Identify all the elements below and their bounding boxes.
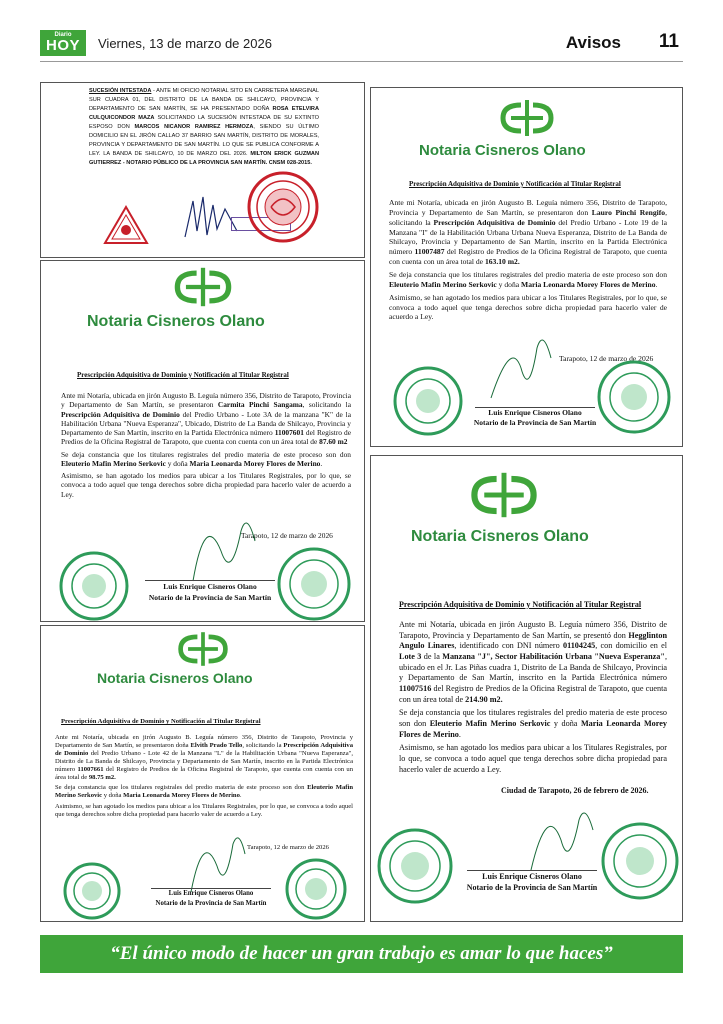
signature-line [467,870,597,871]
signature-scribble-icon [181,822,251,898]
notaria-name: Notaria Cisneros Olano [419,142,586,159]
text: , identificado con DNI número [454,641,563,651]
notary-notice-b [40,260,365,622]
applicant-name: Carmita Pinchi Sangama [217,400,303,410]
text: Se deja constancia que los titulares registrales del predio materia de este proceso son don [55,784,308,792]
notary-round-seal-icon [59,551,129,621]
applicant-name: Lauro Pinchi Rengifo [591,207,666,217]
notice-body [399,620,667,778]
text: , solicitando la [389,207,667,227]
partida-number: 11007516 [399,683,432,693]
text: y doña [496,279,522,289]
notice-date: Tarapoto, 12 de marzo de 2026 [241,531,333,540]
notary-notice-c [370,455,683,922]
notaria-name: Notaria Cisneros Olano [87,313,265,330]
text: de la [421,651,443,661]
applicant-name: Hegglinton Angulo Linares [399,630,667,651]
notary-triangle-stamp-icon [103,205,149,247]
notary-signature-text: MILTON ERICK GUZMAN GUTIERREZ - NOTARIO PÚBLICO DE LA PROVINCIA SAN MARTÍN. CNSM 028-2015. [89,151,319,167]
text: del Predio Urbano - Lote 3A de la manzana "K" de la Habilitación Urbana "Nueva Esperanza", Ubicado, Distrito de La Banda de Shilcayo, Provincia y Departamento de San Martín, inscrito en la Partida Electrónica número [61,409,351,437]
signature-line [151,888,271,889]
text: del Registro de Predios de la Oficina Registral de Tarapoto, que cuenta con cuenta con un área total de [389,247,667,267]
text: doña [175,741,191,749]
area-value: 163.10 m2. [484,257,520,267]
text: Se deja constancia que los titulares registrales del predio materia de este proceso son don [399,708,667,728]
notary-round-seal-icon [393,366,463,436]
text: , con domicilio en el [595,641,668,651]
deceased-name: MARCOS NICANOR RAMIREZ HERMOZA [134,124,254,131]
notary-round-seal-icon [63,862,121,920]
manzana: Manzana "J", Sector Habilitación Urbana "Nueva Esperanza" [442,651,665,661]
lote: Lote 3 [399,651,422,661]
text: del Registro de Predios de la Oficina Registral de Tarapoto, que cuenta con un área total de [399,683,667,704]
notice-paragraph [61,450,351,469]
text: Ante mi Notaría, ubicada en jirón Augusto B. Leguía número 356, Distrito de Tarapoto, Provincia y Departamento de San Martín, se presentaron [61,391,351,410]
area-value: 214.90 m2. [465,694,503,704]
notice-paragraph [389,198,667,267]
signature-line [145,580,275,581]
owner-name: Eleuterio Mafin Merino Serkovic [61,458,166,468]
signature-scribble-icon [481,328,561,408]
succession-text [89,87,319,168]
notary-round-seal-icon [377,828,453,904]
notice-body [55,734,353,822]
notice-paragraph: Asimismo, se han agotado los medios para ubicar a los Titulares Registrales, por lo que, se convoca a todo aquel que tenga derechos sobre dicha propiedad para hacerlo valer de acuerdo a Ley. [55,803,353,819]
logo-top-text: Diario [54,32,72,38]
partida-number: 11007487 [414,247,445,257]
notice-body [61,391,351,502]
text: del Predio Urbano - Lote 42 de la Manzana "L" de la Habilitación Urbana "Nueva Esperanza", Distrito de La Banda de Shilcayo, Provincia y Departamento de San Martín, inscrito en la Partida Electrónica número [55,749,353,773]
notice-paragraph [389,270,667,290]
logo-main-text: HOY [45,37,80,54]
text: . [239,792,242,800]
text: del Registro de Predios de la Oficina Registral de Tarapoto, que cuenta con cuenta con un área total de [61,428,352,447]
page-header [40,28,683,62]
owner-name: Eleuterio Mafin Merino Serkovic [55,784,353,800]
owner-name: Maria Leonarda Morey Flores de Merino [399,718,667,739]
signer-name: Luis Enrique Cisneros Olano [488,408,582,417]
notaria-logo-icon [175,632,231,666]
signer-name: Luis Enrique Cisneros Olano [482,872,582,881]
footer-quote: “El único modo de hacer un gran trabajo es amar lo que haces” [40,935,683,973]
issue-date: Viernes, 13 de marzo de 2026 [98,36,272,51]
text: . [320,458,323,468]
notice-paragraph: Asimismo, se han agotado los medios para ubicar a los Titulares Registrales, por lo que, se convoca a todo aquel que tenga derechos sobre dicha propiedad para hacerlo valer de acuerdo a Ley. [389,292,667,322]
dni-number: 01104245 [562,641,596,651]
text: . [655,279,658,289]
notice-date: Tarapoto, 12 de marzo de 2026 [559,354,654,363]
text: y doña [165,458,190,468]
signer-title: Notario de la Provincia de San Martín [148,593,272,602]
text: . [458,729,461,739]
notice-date: Ciudad de Tarapoto, 26 de febrero de 2026. [501,786,649,795]
text: Prescripción Adquisitiva de Dominio [55,741,353,757]
succession-text-part: , SIENDO SU ÚLTIMO DOMICILIO EN EL JIRÓN CALLAO 37 BARRIO SAN MARTÍN, DISTRITO DE MORALES, PROVINCIA Y DEPARTAMENTO DE SAN MARTÍN. LO QUE SE PUBLICA CONFORME A LEY. LA BANDA DE SHILCAYO, 10 DE MARZO DEL 2026. [89,124,320,158]
owner-name: Maria Leonarda Morey Flores de Merino [123,792,240,800]
text: , solicitando la [242,741,284,749]
signature-scribble-icon [521,796,601,876]
text: Prescripción Adquisitiva de Dominio [61,409,180,419]
text: y doña [550,718,581,728]
owner-name: Maria Leonarda Morey Flores de Merino [521,279,656,289]
notaria-logo-icon [467,472,541,518]
text: , ubicado en el Jr. Las Piñas cuadra 1, Distrito de La Banda de Shilcayo, Provincia y Departamento de San Martín, inscrito en la Partida Electrónica número [399,651,667,683]
diario-hoy-logo [40,30,86,56]
notice-paragraph: Asimismo, se han agotado los medios para ubicar a los Titulares Registrales, por lo que, se convoca a todo aquel que tenga derechos sobre dicha propiedad para hacerlo valer de acuerdo a Ley. [61,471,351,499]
succession-label: SUCESIÓN INTESTADA [89,88,152,94]
notice-title: Prescripción Adquisitiva de Dominio y Notificación al Titular Registral [399,600,642,609]
notary-round-seal-icon [285,858,347,920]
notary-round-seal-icon [247,171,319,243]
succession-text-part: SOLICITANDO LA SUCESIÓN INTESTADA DE SU EXTINTO ESPOSO DON [89,115,319,131]
signer-title: Notario de la Provincia de San Martín [473,418,597,427]
signer-title: Notario de la Provincia de San Martín [155,900,267,907]
area-value: 87.60 m2 [319,437,348,447]
owner-name: Eleuterio Mafin Merino Serkovic [389,279,497,289]
signer-name: Luis Enrique Cisneros Olano [168,890,254,897]
signer-name: Luis Enrique Cisneros Olano [163,582,257,591]
owner-name: Eleuterio Mafin Merino Serkovic [429,718,551,728]
notaria-name: Notaria Cisneros Olano [97,670,253,686]
notaria-logo-icon [497,100,557,136]
text: Ante mi Notaría, ubicada en jirón Augusto B. Leguía número 356, Distrito de Tarapoto, Provincia y Departamento de San Martín, se presentaron [55,734,353,749]
succession-text-part: - ANTE MI OFICIO NOTARIAL SITO EN CARRETERA MARGINAL SUR CUADRA 01, DEL DISTRITO DE LA BANDA DE SHILCAYO, PROVINCIA Y DEPARTAMENTO DE SAN MARTÍN, SE HA PRESENTADO DOÑA [89,88,319,113]
text: don [576,207,592,217]
notice-body [389,198,667,325]
notaria-logo-icon [171,267,235,307]
notary-notice-a [370,87,683,447]
owner-name: Maria Leonarda Morey Flores de Merino [189,458,321,468]
notary-notice-d [40,625,365,922]
notice-paragraph [399,620,667,705]
notice-title: Prescripción Adquisitiva de Dominio y Notificación al Titular Registral [77,371,289,379]
text: Se deja constancia que los titulares registrales del predio materia de este proceso son don [61,449,351,459]
text: Se deja constancia que los titulares registrales del predio materia de este proceso son don [389,270,667,280]
text: Ante mi Notaría, ubicada en jirón Augusto B. Leguía número 356, Distrito de Tarapoto, Provincia y Departamento de San Martín, se presentó don [399,620,667,640]
applicant-name: ROSA ETELVIRA CULQUICONDOR MAZA [89,106,319,122]
section-title: Avisos [565,33,621,52]
partida-number: 11007601 [274,428,304,437]
applicant-name: Elvith Prado Tello [190,741,243,749]
text: , solicitando la [302,400,352,410]
text: del Predio Urbano - Lote 19 de la Manzana "I" de la Habilitación Urbana Urbana Nueva Esperanza, Distrito de La Banda de Shilcayo, Provincia y Departamento de San Martín, inscrito en la Partida Electrónica número [389,217,667,257]
notice-title: Prescripción Adquisitiva de Dominio y Notificación al Titular Registral [61,718,261,725]
text: Prescripción Adquisitiva de Dominio [433,217,556,227]
succession-notice [40,82,365,258]
notice-paragraph [55,784,353,800]
text: Ante mi Notaría, ubicada en jirón Augusto B. Leguía número 356, Distrito de Tarapoto, Provincia y Departamento de San Martín, se presentaron [389,198,667,217]
text: y doña [102,792,124,800]
notice-paragraph [55,734,353,781]
signer-title: Notario de la Provincia de San Martín [466,883,598,892]
notice-title: Prescripción Adquisitiva de Dominio y Notificación al Titular Registral [409,180,621,188]
signature-scribble-icon [181,501,261,591]
area-value: 98.75 m2. [88,773,116,781]
page-number: 11 [658,31,679,52]
notaria-name: Notaria Cisneros Olano [411,528,589,545]
notice-paragraph [399,708,667,740]
notice-date: Tarapoto, 12 de marzo de 2026 [247,844,329,851]
partida-number: 11007661 [77,765,104,773]
notary-round-seal-icon [277,547,351,621]
text: del Registro de Predios de la Oficina Registral de Tarapoto, que cuenta con cuenta con un área total de [55,765,353,781]
notice-paragraph: Asimismo, se han agotado los medios para ubicar a los Titulares Registrales, por lo que, se convoca a todo aquel que tenga derechos sobre dicha propiedad para hacerlo valer de acuerdo a Ley. [399,743,667,774]
notice-paragraph [61,391,351,447]
